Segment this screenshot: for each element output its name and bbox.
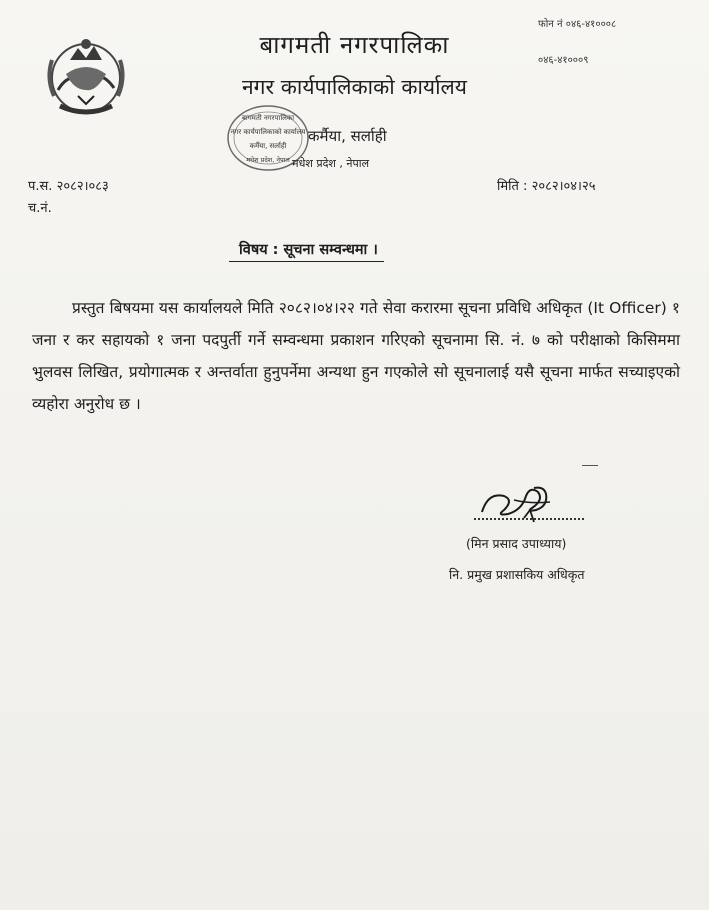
letter-date: मिति : २०८२।०४।२५ [497,179,596,194]
signatory-name: (मिन प्रसाद उपाध्याय) [466,536,567,551]
office-province: मधेश प्रदेश , नेपाल [292,157,370,170]
body-text: प्रस्तुत बिषयमा यस कार्यालयले मिति २०८२।०४।२२ गते सेवा करारमा सूचना प्रविधि अधिकृत (It Officer) १ जना र कर सहायको १ जना पदपुर्ती गर्ने सम्वन्धमा प्रकाशन गरिएको सूचनामा सि. नं. ७ को परीक्षाको किसिममा भुलवस लिखित, प्रयोगात्मक र अन्तर्वाता हुनुपर्नेमा अन्यथा हुन गएकोले सो सूचनालाई यसै सूचना मार्फत सच्याइएको व्यहोरा अनुरोध छ । [32,299,680,413]
municipality-title: बागमती नगरपालिका [259,31,450,59]
ink-mark [582,465,598,466]
signature-dotted-line [474,518,584,520]
phone-number-1: फोन नं ०४६-४१०००८ [538,19,617,30]
stamp-line-3: कर्मैया, सर्लाही [249,142,287,150]
handwritten-signature [474,478,584,530]
stamp-line-2: नगर कार्यपालिकाको कार्यालय [230,128,306,136]
subject-line: विषय : सूचना सम्वन्धमा । [229,239,384,262]
office-name: नगर कार्यपालिकाको कार्यालय [242,75,467,99]
office-seal-stamp [218,88,318,188]
signatory-designation: नि. प्रमुख प्रशासकिय अधिकृत [449,567,585,582]
stamp-line-1: बागमती नगरपालिका [241,114,295,122]
phone-number-2: ०४६-४१०००९ [538,55,589,66]
letter-body [32,292,680,420]
office-location: कर्मैया, सर्लाही [308,127,387,145]
reference-number: प.स. २०८२।०८३ [28,179,109,194]
stamp-line-4: मधेश प्रदेश, नेपाल [246,156,290,164]
dispatch-number: च.नं. [28,201,52,216]
